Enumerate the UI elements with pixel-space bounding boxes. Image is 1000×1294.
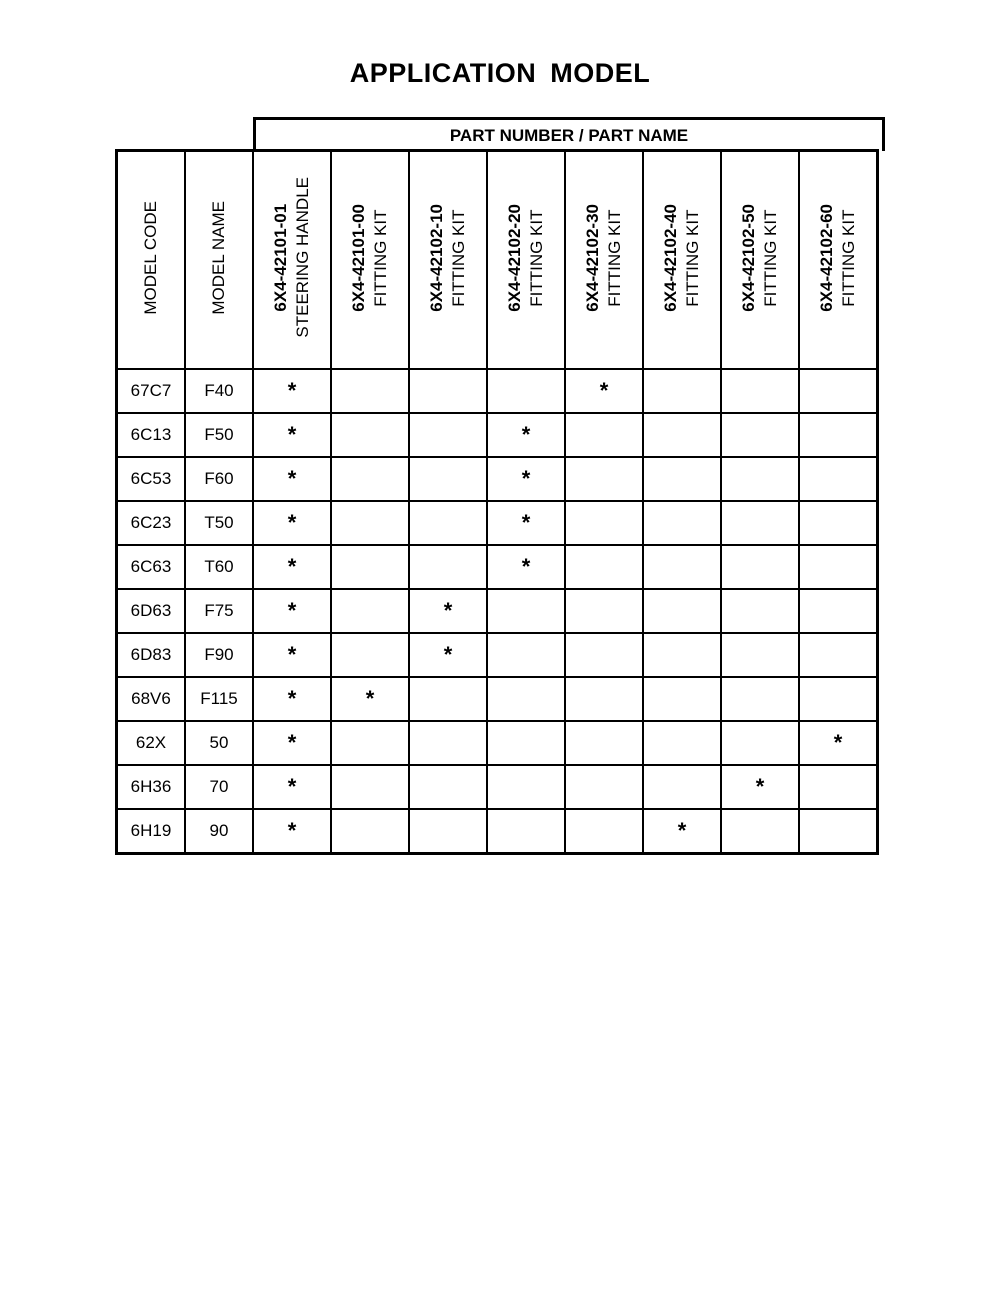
application-mark-cell (643, 545, 721, 589)
application-mark-cell (409, 545, 487, 589)
application-mark-cell (487, 633, 565, 677)
table-row (117, 589, 878, 633)
application-mark-cell (643, 633, 721, 677)
header-row (117, 151, 878, 370)
application-mark-cell (409, 457, 487, 501)
model-code-cell: 6C53 (117, 457, 186, 501)
application-mark-cell (721, 633, 799, 677)
group-header-label: PART NUMBER / PART NAME (449, 126, 689, 145)
application-mark-cell (565, 413, 643, 457)
part-name: FITTING KIT (605, 208, 624, 307)
part-name: FITTING KIT (839, 208, 858, 307)
application-mark-cell (721, 457, 799, 501)
part-number: 6X4-42102-10 (427, 203, 446, 312)
application-mark-cell (565, 721, 643, 765)
table-row (117, 721, 878, 765)
model-code-cell: 68V6 (117, 677, 186, 721)
header-part-2 (331, 151, 409, 370)
table-row (117, 369, 878, 413)
model-code-cell: 6D63 (117, 589, 186, 633)
application-mark-cell (409, 369, 487, 413)
table-row (117, 545, 878, 589)
application-mark-cell (409, 501, 487, 545)
header-part-8 (799, 151, 878, 370)
header-model-code-label: MODEL CODE (141, 200, 160, 315)
application-mark-cell (799, 369, 878, 413)
model-name-cell: 50 (185, 721, 253, 765)
part-number: 6X4-42102-30 (583, 203, 602, 312)
application-mark-cell (565, 589, 643, 633)
application-mark-cell (643, 677, 721, 721)
model-code-cell: 67C7 (117, 369, 186, 413)
application-mark-cell (565, 501, 643, 545)
header-model-name-label: MODEL NAME (209, 200, 228, 315)
application-mark-cell: * (487, 501, 565, 545)
application-mark-cell (565, 677, 643, 721)
model-name-cell: T60 (185, 545, 253, 589)
model-name-cell: F50 (185, 413, 253, 457)
model-name-cell: T50 (185, 501, 253, 545)
application-mark-cell (565, 545, 643, 589)
part-number: 6X4-42102-60 (817, 203, 836, 312)
model-name-cell: 90 (185, 809, 253, 853)
application-mark-cell (643, 589, 721, 633)
table-row (117, 413, 878, 457)
application-mark-cell: * (253, 721, 331, 765)
application-mark-cell (487, 677, 565, 721)
model-code-cell: 6C63 (117, 545, 186, 589)
application-mark-cell: * (643, 809, 721, 853)
application-mark-cell: * (253, 633, 331, 677)
application-mark-cell (643, 765, 721, 809)
part-number: 6X4-42102-40 (661, 203, 680, 312)
header-model-name (185, 151, 253, 370)
application-mark-cell: * (487, 545, 565, 589)
application-mark-cell (409, 721, 487, 765)
application-mark-cell (721, 809, 799, 853)
application-mark-cell (799, 677, 878, 721)
part-number-group-header (253, 117, 885, 151)
header-part-1 (253, 151, 331, 370)
application-mark-cell (643, 721, 721, 765)
application-mark-cell (799, 633, 878, 677)
application-mark-cell (799, 809, 878, 853)
application-mark-cell (331, 545, 409, 589)
header-part-7 (721, 151, 799, 370)
table-row (117, 633, 878, 677)
header-part-4 (487, 151, 565, 370)
application-mark-cell: * (253, 501, 331, 545)
table-row (117, 809, 878, 853)
application-mark-cell (721, 413, 799, 457)
part-name: FITTING KIT (683, 208, 702, 307)
part-number: 6X4-42102-50 (739, 203, 758, 312)
application-mark-cell: * (253, 369, 331, 413)
application-mark-cell (409, 765, 487, 809)
header-part-3 (409, 151, 487, 370)
application-mark-cell (565, 633, 643, 677)
application-mark-cell (799, 501, 878, 545)
header-part-5 (565, 151, 643, 370)
model-name-cell: F115 (185, 677, 253, 721)
model-code-cell: 6C13 (117, 413, 186, 457)
page-title: APPLICATION MODEL (349, 58, 651, 88)
table-row (117, 677, 878, 721)
application-mark-cell (643, 413, 721, 457)
application-mark-cell (487, 765, 565, 809)
application-model-table (115, 149, 879, 855)
part-name: FITTING KIT (449, 208, 468, 307)
model-code-cell: 62X (117, 721, 186, 765)
model-name-cell: 70 (185, 765, 253, 809)
model-name-cell: F90 (185, 633, 253, 677)
application-mark-cell (799, 545, 878, 589)
application-mark-cell: * (409, 633, 487, 677)
application-mark-cell: * (721, 765, 799, 809)
application-mark-cell: * (253, 765, 331, 809)
application-mark-cell (721, 501, 799, 545)
model-code-cell: 6C23 (117, 501, 186, 545)
table-body (117, 369, 878, 853)
application-mark-cell (331, 369, 409, 413)
application-mark-cell (721, 677, 799, 721)
application-mark-cell (409, 413, 487, 457)
application-mark-cell (799, 765, 878, 809)
model-name-cell: F60 (185, 457, 253, 501)
part-number: 6X4-42101-00 (349, 203, 368, 312)
model-name-cell: F75 (185, 589, 253, 633)
model-code-cell: 6H36 (117, 765, 186, 809)
part-name: FITTING KIT (371, 208, 390, 307)
application-mark-cell (565, 809, 643, 853)
table-row (117, 765, 878, 809)
application-mark-cell: * (253, 677, 331, 721)
application-mark-cell (331, 501, 409, 545)
header-model-code (117, 151, 186, 370)
model-code-cell: 6D83 (117, 633, 186, 677)
model-name-cell: F40 (185, 369, 253, 413)
application-mark-cell (721, 369, 799, 413)
application-mark-cell (565, 457, 643, 501)
application-mark-cell (409, 809, 487, 853)
application-mark-cell (721, 721, 799, 765)
application-mark-cell: * (253, 457, 331, 501)
application-mark-cell (565, 765, 643, 809)
table-row (117, 501, 878, 545)
application-mark-cell (487, 369, 565, 413)
application-mark-cell (799, 457, 878, 501)
part-name: FITTING KIT (527, 208, 546, 307)
application-mark-cell: * (799, 721, 878, 765)
application-mark-cell (487, 809, 565, 853)
application-mark-cell: * (487, 457, 565, 501)
part-name: STEERING HANDLE (293, 177, 312, 338)
application-mark-cell: * (253, 413, 331, 457)
part-number: 6X4-42101-01 (271, 203, 290, 312)
application-mark-cell (721, 589, 799, 633)
application-mark-cell (331, 413, 409, 457)
application-mark-cell (643, 457, 721, 501)
header-part-6 (643, 151, 721, 370)
application-mark-cell: * (253, 589, 331, 633)
part-number: 6X4-42102-20 (505, 203, 524, 312)
application-mark-cell (799, 413, 878, 457)
application-mark-cell (331, 809, 409, 853)
application-mark-cell: * (565, 369, 643, 413)
application-mark-cell (643, 501, 721, 545)
application-mark-cell (799, 589, 878, 633)
application-mark-cell (331, 721, 409, 765)
model-code-cell: 6H19 (117, 809, 186, 853)
application-mark-cell (331, 633, 409, 677)
table-row (117, 457, 878, 501)
application-mark-cell: * (331, 677, 409, 721)
application-mark-cell: * (253, 809, 331, 853)
application-mark-cell (487, 721, 565, 765)
part-name: FITTING KIT (761, 208, 780, 307)
application-mark-cell (721, 545, 799, 589)
application-mark-cell (409, 677, 487, 721)
application-mark-cell (487, 589, 565, 633)
application-mark-cell (331, 457, 409, 501)
application-mark-cell: * (253, 545, 331, 589)
application-mark-cell: * (487, 413, 565, 457)
application-mark-cell: * (409, 589, 487, 633)
application-mark-cell (331, 589, 409, 633)
application-mark-cell (331, 765, 409, 809)
application-mark-cell (643, 369, 721, 413)
